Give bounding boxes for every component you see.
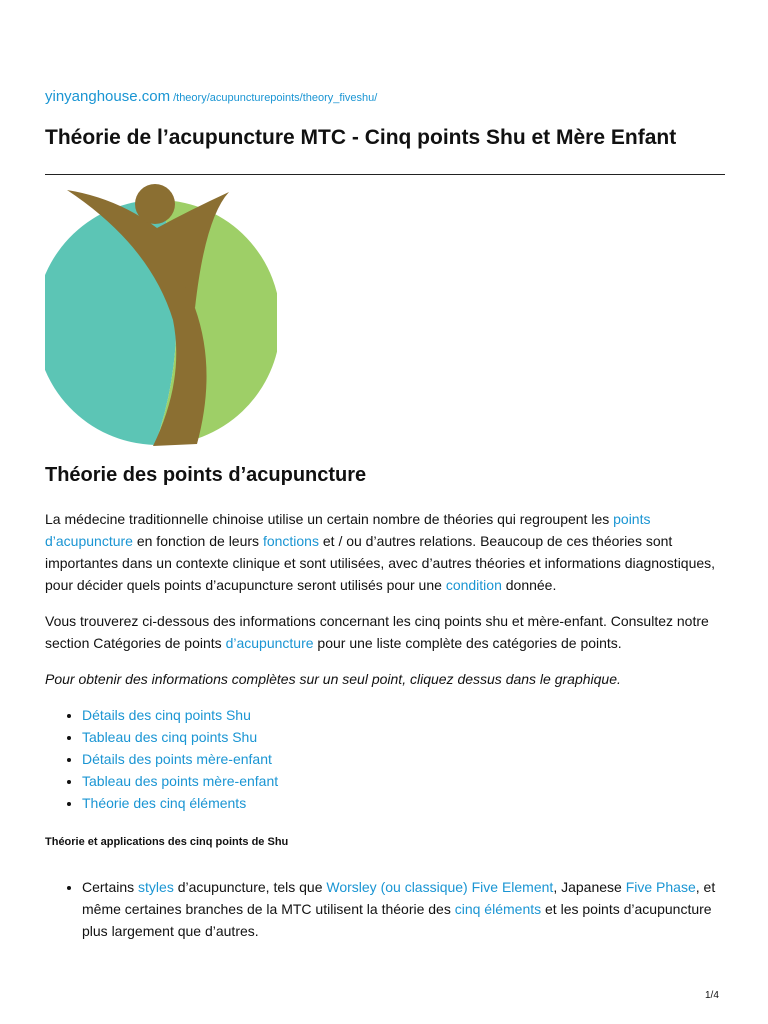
page-title: Théorie de l’acupuncture MTC - Cinq points Shu et Mère Enfant — [45, 126, 677, 149]
list-item — [82, 792, 278, 814]
cinq-elements-link[interactable]: cinq éléments — [454, 901, 542, 917]
condition-link[interactable]: condition — [445, 577, 502, 593]
instruction-paragraph: Pour obtenir des informations complètes sur un seul point, cliquez dessus dans le graphique. — [45, 671, 621, 687]
link-table-mere-enfant[interactable]: Tableau des points mère-enfant — [82, 773, 279, 789]
list-item — [82, 770, 278, 792]
link-five-elements-theory[interactable]: Théorie des cinq éléments — [82, 795, 247, 811]
link-details-shu[interactable]: Détails des cinq points Shu — [82, 707, 251, 723]
source-domain-link[interactable]: yinyanghouse.com — [45, 88, 171, 105]
related-links-list — [45, 704, 278, 814]
intro-paragraph: La médecine traditionnelle chinoise utilise un certain nombre de théories qui regroupent les points d’acupuncture en fonction de leurs fonctions et / ou d’autres relations. Beaucoup de ces théories sont importantes dans un contexte clinique et sont utilisées, avec d’autres théories et informations diagnostiques, pour décider quels points d’acupuncture seront utilisés pour une condition donnée. — [45, 511, 716, 593]
source-url — [45, 88, 377, 106]
styles-link[interactable]: styles — [138, 879, 174, 895]
points-acupuncture-link[interactable]: points d’acupuncture — [45, 511, 651, 549]
page-number: 1/4 — [705, 990, 719, 1001]
link-details-mere-enfant[interactable]: Détails des points mère-enfant — [82, 751, 272, 767]
list-item — [82, 726, 278, 748]
section-heading: Théorie des points d’acupuncture — [45, 464, 367, 486]
fonctions-link[interactable]: fonctions — [262, 533, 319, 549]
categories-acupuncture-link[interactable]: d’acupuncture — [225, 635, 314, 651]
title-divider — [45, 174, 725, 175]
list-item — [82, 704, 278, 726]
list-item — [82, 748, 278, 770]
five-phase-link[interactable]: Five Phase — [625, 879, 696, 895]
subsection-heading: Théorie et applications des cinq points de Shu — [45, 836, 289, 848]
source-path-link[interactable]: /theory/acupuncturepoints/theory_fiveshu/ — [173, 92, 378, 104]
tree-person-logo — [45, 180, 277, 448]
link-table-shu[interactable]: Tableau des cinq points Shu — [82, 729, 258, 745]
list-item: • Certains styles d’acupuncture, tels que Worsley (ou classique) Five Element, Japanese Five Phase, et même certaines branches de la MTC utilisent la théorie des cinq éléments et les points d’acupuncture plus largement que d’autres. — [82, 876, 725, 942]
applications-list — [45, 876, 725, 942]
worsley-link[interactable]: Worsley (ou classique) Five Element — [326, 879, 554, 895]
info-paragraph: Vous trouverez ci-dessous des informations concernant les cinq points shu et mère-enfant. Consultez notre section Catégories de points d’acupuncture pour une liste complète des catégories de points. — [45, 613, 709, 651]
